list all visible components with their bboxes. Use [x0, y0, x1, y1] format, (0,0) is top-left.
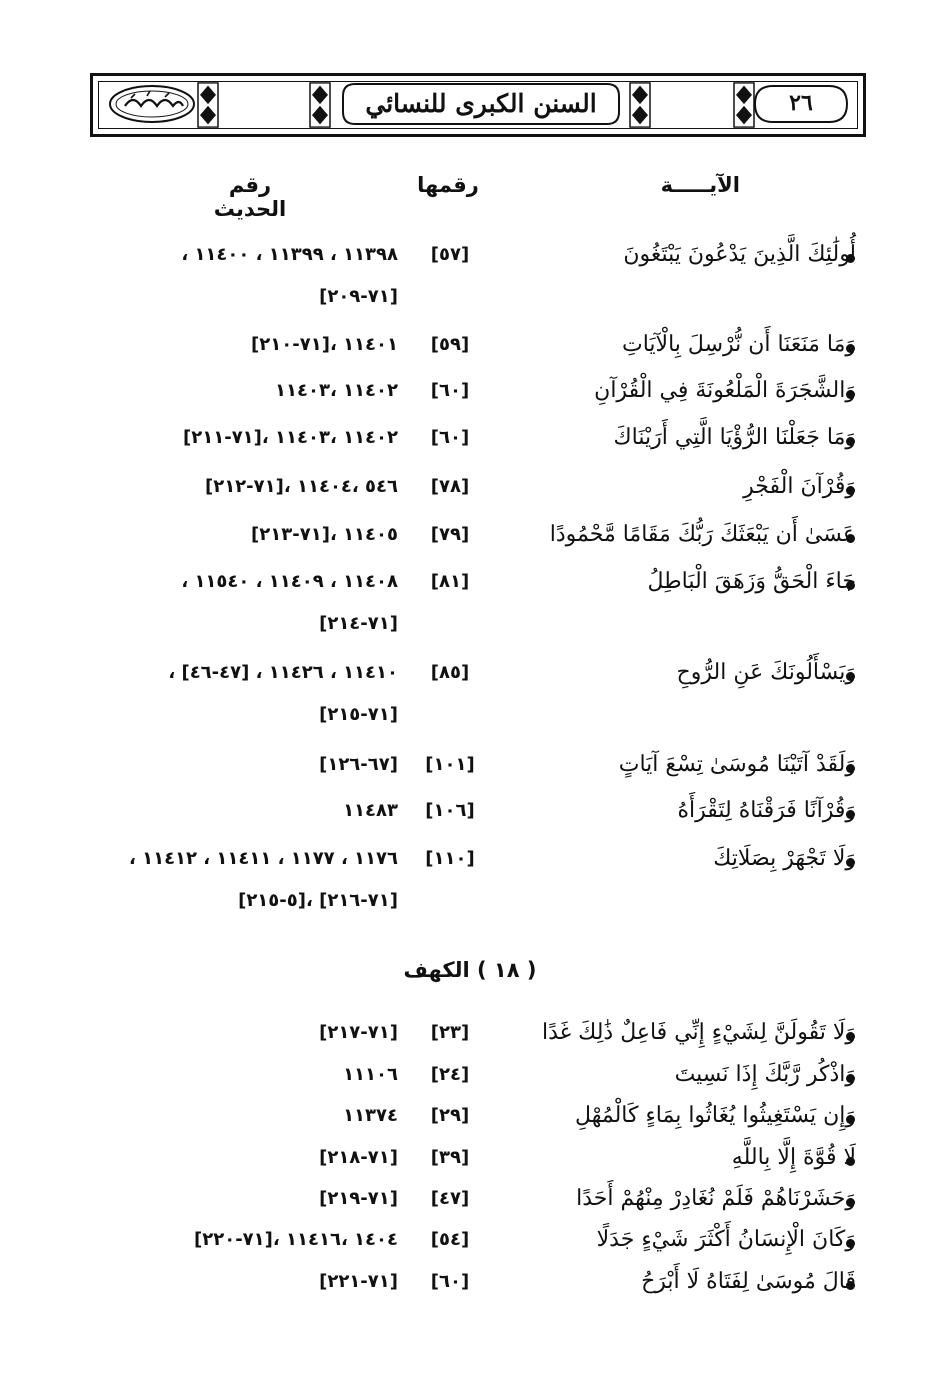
- hadith-numbers: ٥٤٦ ،١١٤٠٤ ،[٧١-٢١٢]: [204, 476, 398, 497]
- verse-number: [٨٥]: [430, 662, 470, 683]
- hadith-numbers: ١١٧٦ ، ١١٧٧ ، ١١٤١١ ، ١١٤١٢ ،: [128, 848, 398, 869]
- hadith-numbers: [٧١-٢١٨]: [319, 1147, 398, 1168]
- verse-text: وَمَا مَنَعَنَا أَن نُّرْسِلَ بِالْآيَاتِ: [622, 332, 856, 357]
- verse-text: وَكَانَ الْإِنسَانُ أَكْثَرَ شَيْءٍ جَدَلًا: [596, 1227, 856, 1252]
- hadith-number-column-heading: رقم الحديث: [213, 173, 287, 221]
- verse-number: [٤٧]: [430, 1188, 470, 1209]
- verse-number: [١٠٦]: [425, 800, 475, 821]
- verse-number: [٣٩]: [430, 1147, 470, 1168]
- ornament-strip: [733, 82, 755, 128]
- verse-text: وَيَسْأَلُونَكَ عَنِ الرُّوحِ: [676, 660, 856, 685]
- verse-number: [٦٠]: [430, 427, 470, 448]
- ornament-strip: [197, 82, 219, 128]
- verse-number: [٥٤]: [430, 1229, 470, 1250]
- verse-text: أُولَٰئِكَ الَّذِينَ يَدْعُونَ يَبْتَغُونَ: [623, 242, 856, 267]
- page-header: [90, 73, 866, 137]
- book-seal-logo: [107, 84, 197, 124]
- verse-number: [٨١]: [430, 571, 470, 592]
- hadith-numbers: ١١٤٠٨ ، ١١٤٠٩ ، ١١٥٤٠ ،: [181, 571, 398, 592]
- hadith-numbers-continued: [٧١-٢٠٩]: [319, 286, 398, 307]
- page-number: ٢٦: [789, 90, 813, 116]
- book-title-cartouche: [341, 82, 621, 126]
- page-number-cartouche: [753, 84, 849, 124]
- hadith-numbers-continued: [٧١-٢١٦] ،[٥-٢١٥]: [238, 890, 398, 911]
- verse-text: وَقُرْآنًا فَرَقْنَاهُ لِتَقْرَأَهُ: [677, 798, 856, 823]
- verse-number: [٢٤]: [430, 1064, 470, 1085]
- hadith-numbers-continued: [٧١-٢١٥]: [319, 704, 398, 725]
- verse-text: لَا قُوَّةَ إِلَّا بِاللَّهِ: [731, 1145, 856, 1170]
- hadith-numbers: ١١٤٨٣: [343, 800, 398, 821]
- hadith-numbers: [٦٧-١٢٦]: [319, 754, 398, 775]
- verse-column-heading: الآيـــــة: [660, 173, 740, 197]
- hadith-numbers: ١١٤١٠ ، ١١٤٢٦ ، [٤٧-٤٦] ،: [168, 662, 398, 683]
- hadith-numbers: ١١٤٠٥ ،[٧١-٢١٣]: [251, 524, 398, 545]
- verse-number: [٦٠]: [430, 380, 470, 401]
- verse-number: [١١٠]: [425, 848, 475, 869]
- verse-number: [٥٩]: [430, 334, 470, 355]
- verse-text: وَمَا جَعَلْنَا الرُّؤْيَا الَّتِي أَرَيْنَاكَ: [613, 425, 856, 450]
- verse-number: [٥٧]: [430, 244, 470, 265]
- hadith-numbers: [٧١-٢٢١]: [319, 1271, 398, 1292]
- hadith-numbers: ١١٤٠٢ ،١١٤٠٣: [275, 380, 398, 401]
- verse-text: جَاءَ الْحَقُّ وَزَهَقَ الْبَاطِلُ: [647, 569, 856, 594]
- verse-number: [٢٩]: [430, 1105, 470, 1126]
- verse-text: وَاذْكُر رَّبَّكَ إِذَا نَسِيتَ: [674, 1062, 856, 1087]
- hadith-numbers: [٧١-٢١٧]: [319, 1022, 398, 1043]
- verse-text: وَإِن يَسْتَغِيثُوا يُغَاثُوا بِمَاءٍ كَالْمُهْلِ: [575, 1103, 856, 1128]
- surah-section-title: ( ١٨ ) الكهف: [403, 958, 537, 982]
- verse-number: [٢٣]: [430, 1022, 470, 1043]
- verse-number: [٦٠]: [430, 1271, 470, 1292]
- verse-text: وَالشَّجَرَةَ الْمَلْعُونَةَ فِي الْقُرْآنِ: [594, 378, 856, 403]
- verse-text: وَلَا تَقُولَنَّ لِشَيْءٍ إِنِّي فَاعِلٌ ذَٰلِكَ غَدًا: [542, 1020, 856, 1045]
- hadith-numbers: ١١١٠٦: [343, 1064, 398, 1085]
- verse-number-column-heading: رقمها: [417, 173, 479, 197]
- hadith-numbers: ١١٤٠١ ،[٧١-٢١٠]: [251, 334, 398, 355]
- verse-text: وَلَقَدْ آتَيْنَا مُوسَىٰ تِسْعَ آيَاتٍ: [618, 752, 856, 777]
- verse-text: وَقُرْآنَ الْفَجْرِ: [743, 474, 856, 499]
- hadith-numbers: ١١٣٧٤: [343, 1105, 398, 1126]
- hadith-numbers-continued: [٧١-٢١٤]: [319, 613, 398, 634]
- verse-text: عَسَىٰ أَن يَبْعَثَكَ رَبُّكَ مَقَامًا مَّحْمُودًا: [549, 522, 856, 547]
- verse-number: [١٠١]: [425, 754, 475, 775]
- verse-text: وَلَا تَجْهَرْ بِصَلَاتِكَ: [713, 846, 856, 871]
- ornament-strip: [309, 82, 331, 128]
- hadith-numbers: ١١٣٩٨ ، ١١٣٩٩ ، ١١٤٠٠ ،: [181, 244, 398, 265]
- verse-text: قَالَ مُوسَىٰ لِفَتَاهُ لَا أَبْرَحُ: [641, 1269, 856, 1294]
- book-title: السنن الكبرى للنسائي: [365, 89, 597, 118]
- ornament-strip: [629, 82, 651, 128]
- verse-text: وَحَشَرْنَاهُمْ فَلَمْ نُغَادِرْ مِنْهُمْ أَحَدًا: [576, 1186, 856, 1211]
- verse-number: [٧٨]: [430, 476, 470, 497]
- hadith-numbers: ١٤٠٤ ،١١٤١٦ ،[٧١-٢٢٠]: [193, 1229, 398, 1250]
- verse-number: [٧٩]: [430, 524, 470, 545]
- hadith-numbers: ١١٤٠٢ ،١١٤٠٣ ،[٧١-٢١١]: [183, 427, 398, 448]
- hadith-numbers: [٧١-٢١٩]: [319, 1188, 398, 1209]
